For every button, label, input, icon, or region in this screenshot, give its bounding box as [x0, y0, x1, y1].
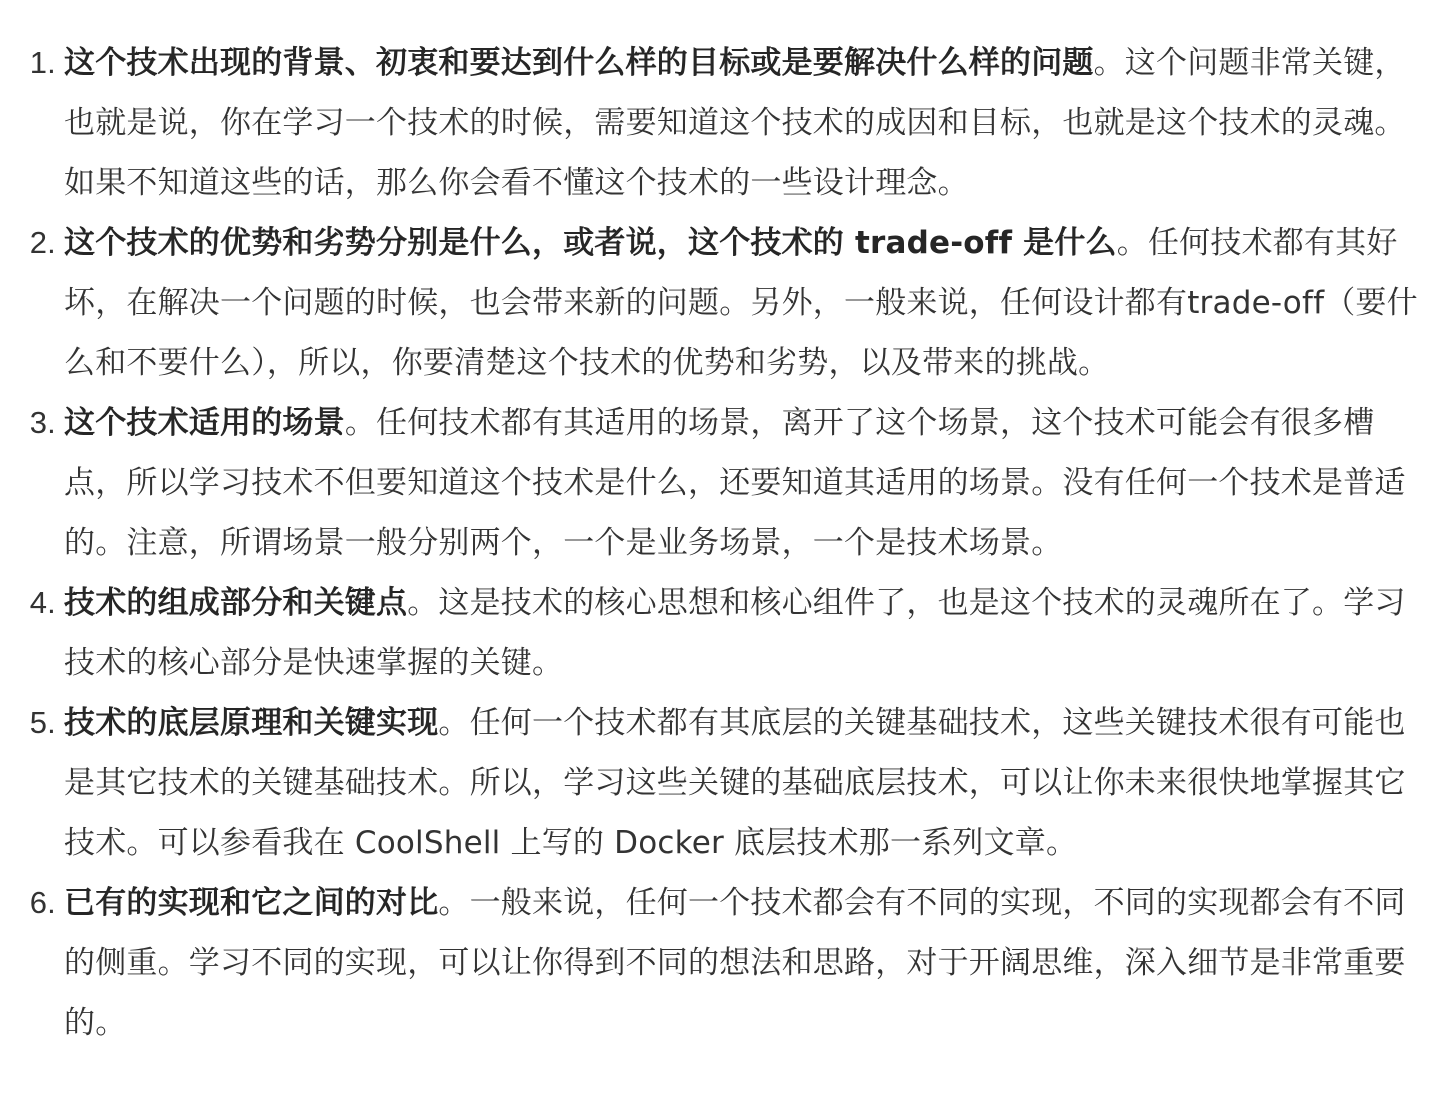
list-item	[0, 573, 1438, 693]
list-number: 5.	[29, 705, 56, 740]
item-heading: 这个技术适用的场景	[64, 405, 345, 441]
item-text: 。任何技术都有其适用的场景，离开了这个场景，这个技术可能会有很多槽点，所以学习技术不但要知道这个技术是什么，还要知道其适用的场景。没有任何一个技术是普适的。注意，所谓场景一般分别两个，一个是业务场景，一个是技术场景。	[64, 405, 1406, 561]
item-heading: 这个技术的优势和劣势分别是什么，或者说，这个技术的 trade-off 是什么	[64, 225, 1117, 261]
list-number: 3.	[29, 405, 56, 440]
item-heading: 技术的组成部分和关键点	[64, 585, 408, 621]
list-item	[0, 873, 1438, 1053]
list-number: 2.	[29, 225, 56, 260]
list-number: 6.	[29, 885, 56, 920]
item-heading: 技术的底层原理和关键实现	[64, 705, 439, 741]
list-item	[0, 393, 1438, 573]
item-heading: 这个技术出现的背景、初衷和要达到什么样的目标或是要解决什么样的问题	[64, 45, 1094, 81]
list-item	[0, 33, 1438, 213]
numbered-list	[0, 33, 1438, 1053]
list-number: 1.	[29, 45, 56, 80]
item-text: 。任何技术都有其好坏，在解决一个问题的时候，也会带来新的问题。另外，一般来说，任何设计都有trade-off（要什么和不要什么），所以，你要清楚这个技术的优势和劣势，以及带来的挑战。	[64, 225, 1418, 381]
list-item	[0, 213, 1438, 393]
item-text: 。一般来说，任何一个技术都会有不同的实现，不同的实现都会有不同的侧重。学习不同的实现，可以让你得到不同的想法和思路，对于开阔思维，深入细节是非常重要的。	[64, 885, 1406, 1041]
list-item	[0, 693, 1438, 873]
item-text: 。任何一个技术都有其底层的关键基础技术，这些关键技术很有可能也是其它技术的关键基础技术。所以，学习这些关键的基础底层技术，可以让你未来很快地掌握其它技术。可以参看我在 CoolShell 上写的 Docker 底层技术那一系列文章。	[64, 705, 1406, 861]
item-text: 。这个问题非常关键，也就是说，你在学习一个技术的时候，需要知道这个技术的成因和目标，也就是这个技术的灵魂。如果不知道这些的话，那么你会看不懂这个技术的一些设计理念。	[64, 45, 1406, 201]
item-text: 。这是技术的核心思想和核心组件了，也是这个技术的灵魂所在了。学习技术的核心部分是快速掌握的关键。	[64, 585, 1406, 681]
list-number: 4.	[29, 585, 56, 620]
item-heading: 已有的实现和它之间的对比	[64, 885, 439, 921]
